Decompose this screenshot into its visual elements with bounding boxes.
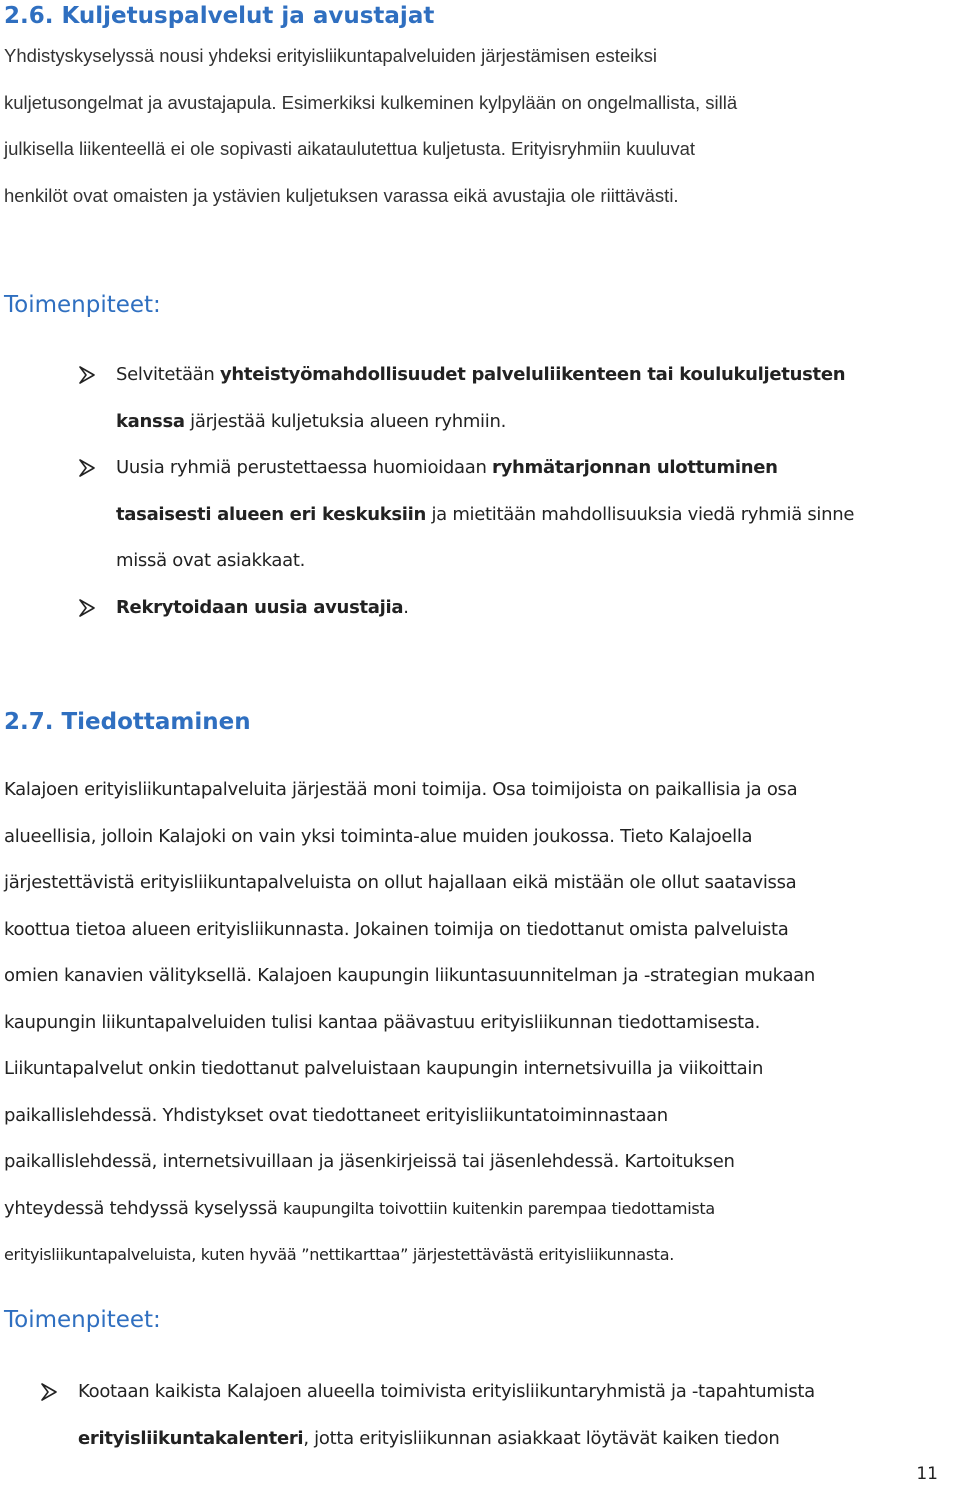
text-line: kuljetusongelmat ja avustajapula. Esimerkiksi kulkeminen kylpylään on ongelmallista, sillä [4,91,738,113]
text-line: kaupungin liikuntapalveluiden tulisi kantaa päävastuu erityisliikunnan tiedottamisesta. [4,1011,761,1033]
actions-list-1 [116,352,952,631]
actions-heading-2: Toimenpiteet: [4,1307,161,1333]
list-text: , jotta erityisliikunnan asiakkaat löytävät kaiken tiedon [303,1427,780,1449]
paragraph-communication [4,767,952,1279]
list-text: järjestää kuljetuksia alueen ryhmiin. [184,410,506,432]
paragraph-transport [4,33,952,219]
list-item [116,585,952,632]
list-text: Uusia ryhmiä perustettaessa huomioidaan [116,457,493,478]
arrow-bullet-icon [78,445,100,492]
text-line: paikallislehdessä, internetsivuillaan ja jäsenkirjeissä tai jäsenlehdessä. Kartoituksen [4,1151,735,1172]
text-line: julkisella liikenteellä ei ole sopivasti aikataulutettua kuljetusta. Erityisryhmiin kuuluvat [4,138,696,159]
text-line: paikallislehdessä. Yhdistykset ovat tiedottaneet erityisliikuntatoiminnastaan [4,1104,668,1126]
list-text-bold: Rekrytoidaan uusia avustajia [116,596,404,618]
list-item-continuation [116,538,952,585]
text-line: henkilöt ovat omaisten ja ystävien kuljetuksen varassa eikä avustajia ole riittävästi. [4,184,679,206]
text-line: Kalajoen erityisliikuntapalveluita järjestää moni toimija. Osa toimijoista on paikallisia ja osa [4,779,798,800]
list-item [116,352,952,399]
text-line: erityisliikuntapalveluista, kuten hyvää ”nettikarttaa” järjestettävästä erityisliikunnasta. [4,1245,675,1264]
list-text: ja mietitään mahdollisuuksia viedä ryhmiä sinne [426,503,855,525]
arrow-bullet-icon [78,352,100,399]
text-line: Liikuntapalvelut onkin tiedottanut palveluistaan kaupungin internetsivuilla ja viikoittain [4,1058,764,1079]
list-item [78,1369,952,1416]
text-line: omien kanavien välityksellä. Kalajoen kaupungin liikuntasuunnitelman ja -strategian mukaan [4,965,816,986]
list-item-continuation [116,492,952,539]
list-text-bold: tasaisesti alueen eri keskuksiin [116,503,427,525]
text-line [4,1186,952,1233]
list-text: Kootaan kaikista Kalajoen alueella toimivista erityisliikuntaryhmistä ja -tapahtumista [78,1381,815,1402]
list-text: . [403,596,409,618]
text-line: järjestettävistä erityisliikuntapalveluista on ollut hajallaan eikä mistään ole ollut saatavissa [4,872,797,893]
section-heading-transport: 2.6. Kuljetuspalvelut ja avustajat [4,3,435,29]
list-text: missä ovat asiakkaat. [116,550,306,571]
list-text-bold: yhteistyömahdollisuudet palveluliikenteen tai koulukuljetusten [219,364,846,385]
list-item [116,445,952,492]
list-item-continuation [78,1416,952,1463]
arrow-bullet-icon [40,1369,62,1416]
list-text-bold: ryhmätarjonnan ulottuminen [492,457,778,478]
text-segment-small: kaupungilta toivottiin kuitenkin parempaa tiedottamista [283,1198,715,1218]
actions-list-2 [78,1369,952,1462]
list-text-bold: kanssa [116,410,185,432]
text-segment: yhteydessä tehdyssä kyselyssä [4,1197,284,1219]
page-number: 11 [916,1464,938,1484]
list-text: Selvitetään [116,364,220,385]
arrow-bullet-icon [78,585,100,632]
text-line: Yhdistyskyselyssä nousi yhdeksi erityisliikuntapalveluiden järjestämisen esteiksi [4,45,657,66]
text-line: koottua tietoa alueen erityisliikunnasta. Jokainen toimija on tiedottanut omista palveluista [4,918,789,940]
list-text-bold: erityisliikuntakalenteri [78,1427,304,1449]
text-line: alueellisia, jolloin Kalajoki on vain yksi toiminta-alue muiden joukossa. Tieto Kalajoella [4,825,753,847]
actions-heading-1: Toimenpiteet: [4,292,161,318]
section-heading-communication: 2.7. Tiedottaminen [4,709,251,735]
list-item-continuation [116,399,952,446]
